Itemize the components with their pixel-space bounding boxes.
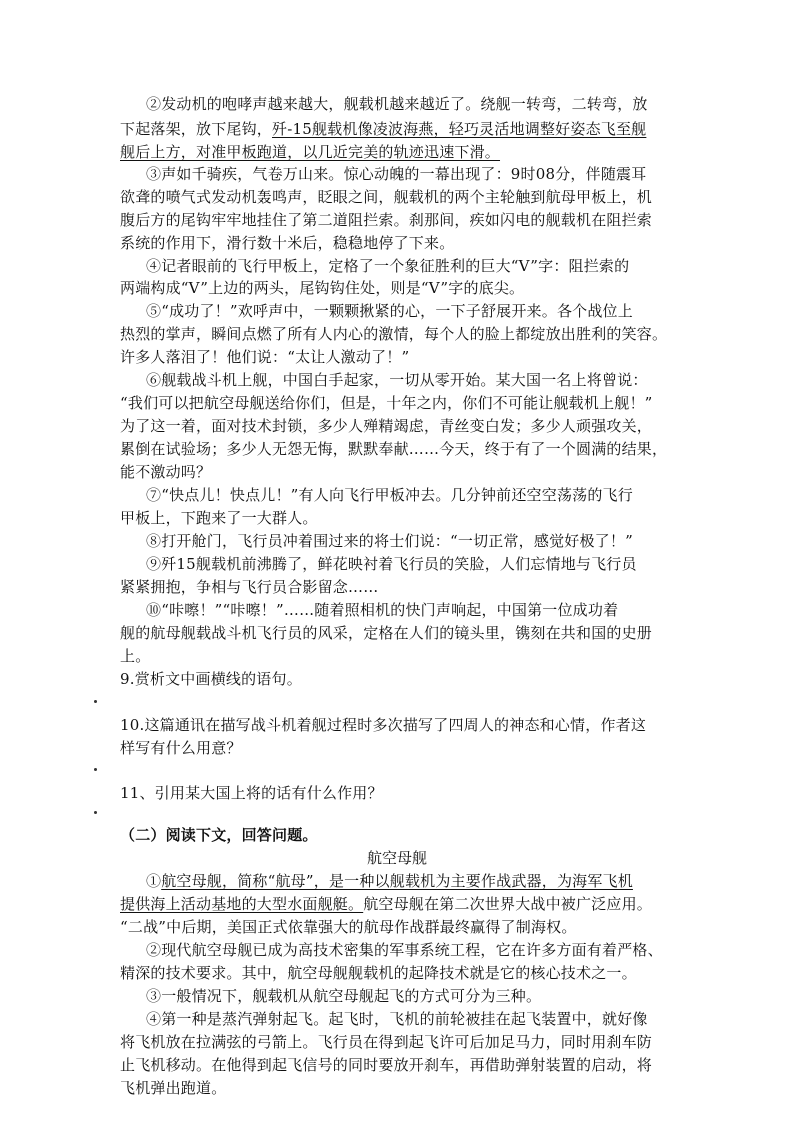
s4-line-4: 飞机弹出跑道。 — [120, 1079, 227, 1097]
s1-text: 航空母舰在第二次世界大战中被广泛应用。 — [363, 895, 653, 913]
s3-line-1: ③一般情况下，舰载机从航空母舰起飞的方式可分为三种。 — [146, 987, 542, 1005]
para-10-line-1: ⑩“咔嚓！”“咔嚓！”……随着照相机的快门声响起，中国第一位成功着 — [146, 601, 619, 619]
underlined-sentence: 歼-15舰载机像凌波海燕，轻巧灵活地调整好姿态飞至舰 — [272, 120, 647, 138]
para-9-line-2: 紧紧拥抱，争相与飞行员合影留念…… — [120, 578, 379, 596]
s4-line-3: 止飞机移动。在他得到起飞信号的同时要放开刹车，再借助弹射装置的启动，将 — [120, 1056, 653, 1074]
answer-marker-dot — [94, 768, 97, 771]
section-2-heading: （二）阅读下文，回答问题。 — [120, 826, 318, 844]
para-6-line-2: “我们可以把航空母舰送给你们，但是，十年之内，你们不可能让舰载机上舰！” — [120, 394, 653, 412]
s1-line-1 — [146, 870, 633, 892]
para-2-line-1: ②发动机的咆哮声越来越大，舰载机越来越近了。绕舰一转弯，二转弯，放 — [146, 95, 648, 113]
para-4-line-2: 两端构成“V”上边的两头，尾钩钩住处，则是“V”字的底尖。 — [120, 279, 525, 297]
para-10-line-3: 上。 — [120, 647, 151, 665]
answer-marker-dot — [94, 811, 97, 814]
s2-line-2: 精深的技术要求。其中，航空母舰舰载机的起降技术就是它的核心技术之一。 — [120, 964, 637, 982]
para-3-line-3: 腹后方的尾钩牢牢地挂住了第二道阻拦索。刹那间，疾如闪电的舰载机在阻拦索 — [120, 211, 653, 229]
para-3-line-4: 系统的作用下，滑行数十米后，稳稳地停了下来。 — [120, 234, 455, 252]
para-2-line-3-underlined: 舰后上方，对准甲板跑道，以几近完美的轨迹迅速下滑。 — [120, 143, 501, 161]
para-5-line-1: ⑤“成功了！”欢呼声中，一颗颗揪紧的心，一下子舒展开来。各个战位上 — [146, 302, 633, 320]
para-3-line-2: 欲聋的喷气式发动机轰鸣声，眨眼之间，舰载机的两个主轮触到航母甲板上，机 — [120, 188, 653, 206]
para-9-line-1: ⑨歼15舰载机前沸腾了，鲜花映衬着飞行员的笑脸，人们忘情地与飞行员 — [146, 555, 637, 573]
para-4-line-1: ④记者眼前的飞行甲板上，定格了一个象征胜利的巨大“V”字：阻拦索的 — [146, 257, 630, 275]
s4-line-1: ④第一种是蒸汽弹射起飞。起飞时，飞机的前轮被挂在起飞装置中，就好像 — [146, 1010, 648, 1028]
para-3-line-1: ③声如千骑疾，气卷万山来。惊心动魄的一幕出现了：9时08分，伴随震耳 — [146, 165, 647, 183]
s1-line-3: “二战”中后期，美国正式依靠强大的航母作战群最终赢得了制海权。 — [120, 918, 577, 936]
s2-line-1: ②现代航空母舰已成为高技术密集的军事系统工程，它在许多方面有着严格、 — [146, 941, 663, 959]
question-10-line-2: 样写有什么用意？ — [120, 739, 242, 757]
para-6-line-4: 累倒在试验场；多少人无怨无悔，默默奉献……今天，终于有了一个圆满的结果， — [120, 440, 668, 458]
s1-line-2 — [120, 893, 652, 915]
para-7-line-1: ⑦“快点儿！快点儿！”有人向飞行甲板冲去。几分钟前还空空荡荡的飞行 — [146, 486, 633, 504]
answer-marker-dot — [94, 700, 97, 703]
para-2-text: 下起落架，放下尾钩， — [120, 120, 273, 138]
question-9: 9.赏析文中画横线的语句。 — [120, 670, 302, 688]
para-8-line-1: ⑧打开舱门，飞行员冲着围过来的将士们说：“一切正常，感觉好极了！” — [146, 532, 633, 550]
para-5-line-3: 许多人落泪了！他们说：“太让人激动了！” — [120, 348, 410, 366]
para-6-line-5: 能不激动吗？ — [120, 463, 212, 481]
question-11: 11、引用某大国上将的话有什么作用？ — [120, 784, 383, 802]
para-10-line-2: 舰的航母舰载战斗机飞行员的风采，定格在人们的镜头里，镌刻在共和国的史册 — [120, 624, 653, 642]
para-6-line-3: 为了这一着，面对技术封锁，多少人殚精竭虑，青丝变白发；多少人顽强攻关， — [120, 417, 653, 435]
para-5-line-2: 热烈的掌声，瞬间点燃了所有人内心的激情，每个人的脸上都绽放出胜利的笑容。 — [120, 325, 668, 343]
para-2-line-2 — [120, 118, 646, 140]
para-number: ① — [146, 872, 162, 890]
s4-line-2: 将飞机放在拉满弦的弓箭上。飞行员在得到起飞许可后加足马力，同时用刹车防 — [120, 1033, 653, 1051]
question-10-line-1: 10.这篇通讯在描写战斗机着舰过程时多次描写了四周人的神态和心情，作者这 — [120, 716, 647, 734]
para-7-line-2: 甲板上，下跑来了一大群人。 — [120, 509, 318, 527]
para-6-line-1: ⑥舰载战斗机上舰，中国白手起家，一切从零开始。某大国一名上将曾说： — [146, 371, 648, 389]
article-title: 航空母舰 — [366, 849, 427, 867]
underlined-definition-end: 提供海上活动基地的大型水面舰艇。 — [120, 895, 364, 913]
underlined-definition: 航空母舰，简称“航母”，是一种以舰载机为主要作战武器，为海军飞机 — [161, 872, 633, 890]
